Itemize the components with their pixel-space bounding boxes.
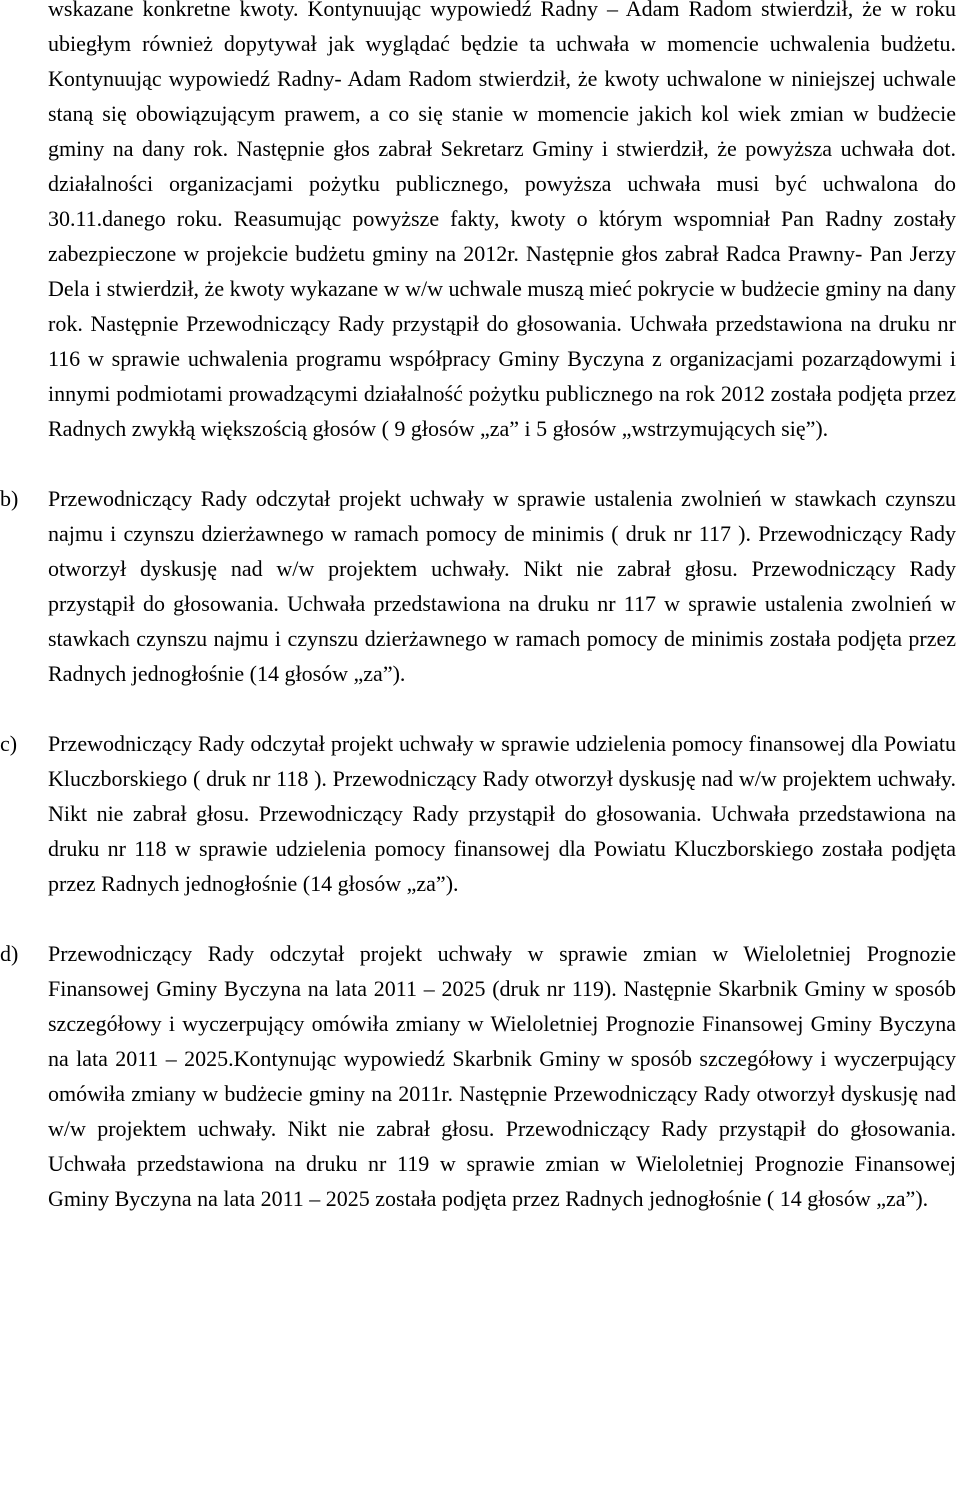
list-item-text: Przewodniczący Rady odczytał projekt uchwały w sprawie ustalenia zwolnień w stawkach czynszu najmu i czynszu dzierżawnego w ramach pomocy de minimis ( druk nr 117 ). Przewodniczący Rady otworzył dyskusję nad w/w projektem uchwały. Nikt nie zabrał głosu. Przewodniczący Rady przystąpił do głosowania. Uchwała przedstawiona na druku nr 117 w sprawie ustalenia zwolnień w stawkach czynszu najmu i czynszu dzierżawnego w ramach pomocy de minimis została podjęta przez Radnych jednogłośnie (14 głosów „za”). <box>48 486 956 686</box>
list-item-label: d) <box>0 941 19 966</box>
list-item-text: Przewodniczący Rady odczytał projekt uchwały w sprawie zmian w Wieloletniej Prognozie Finansowej Gminy Byczyna na lata 2011 – 2025 (druk nr 119). Następnie Skarbnik Gminy w sposób szczegółowy i wyczerpujący omówiła zmiany w Wieloletniej Prognozie Finansowej Gminy Byczyna na lata 2011 – 2025.Kontynując wypowiedź Skarbnik Gminy w sposób szczegółowy i wyczerpujący omówiła zmiany w budżecie gminy na 2011r. Następnie Przewodniczący Rady otworzył dyskusję nad w/w projektem uchwały. Nikt nie zabrał głosu. Przewodniczący Rady przystąpił do głosowania. Uchwała przedstawiona na druku nr 119 w sprawie zmian w Wieloletniej Prognozie Finansowej Gminy Byczyna na lata 2011 – 2025 została podjęta przez Radnych jednogłośnie ( 14 głosów „za”). <box>48 941 956 1211</box>
list-item-label: b) <box>0 486 19 511</box>
list-item-c <box>0 726 956 901</box>
intro-paragraph: wskazane konkretne kwoty. Kontynuując wypowiedź Radny – Adam Radom stwierdził, że w roku ubiegłym również dopytywał jak wyglądać będzie ta uchwała w momencie uchwalenia budżetu. Kontynuując wypowiedź Radny- Adam Radom stwierdził, że kwoty uchwalone w niniejszej uchwale staną się obowiązującym prawem, a co się stanie w momencie jakich kol wiek zmian w budżecie gminy na dany rok. Następnie głos zabrał Sekretarz Gminy i stwierdził, że powyższa uchwała dot. działalności organizacjami pożytku publicznego, powyższa uchwała musi być uchwalona do 30.11.danego roku. Reasumując powyższe fakty, kwoty o którym wspomniał Pan Radny zostały zabezpieczone w projekcie budżetu gminy na 2012r. Następnie głos zabrał Radca Prawny- Pan Jerzy Dela i stwierdził, że kwoty wykazane w w/w uchwale muszą mieć pokrycie w budżecie gminy na dany rok. Następnie Przewodniczący Rady przystąpił do głosowania. Uchwała przedstawiona na druku nr 116 w sprawie uchwalenia programu współpracy Gminy Byczyna z organizacjami pozarządowymi i innymi podmiotami prowadzącymi działalność pożytku publicznego na rok 2012 została podjęta przez Radnych zwykłą większością głosów ( 9 głosów „za” i 5 głosów „wstrzymujących się”). <box>48 0 956 441</box>
paragraph-gap <box>0 901 960 936</box>
paragraph-gap <box>0 691 960 726</box>
paragraph-gap <box>0 446 960 481</box>
list-item-label: c) <box>0 731 18 756</box>
list-item-d <box>0 936 956 1216</box>
list-item-b <box>0 481 956 691</box>
list-item-text: Przewodniczący Rady odczytał projekt uchwały w sprawie udzielenia pomocy finansowej dla Powiatu Kluczborskiego ( druk nr 118 ). Przewodniczący Rady otworzył dyskusję nad w/w projektem uchwały. Nikt nie zabrał głosu. Przewodniczący Rady przystąpił do głosowania. Uchwała przedstawiona na druku nr 118 w sprawie udzielenia pomocy finansowej dla Powiatu Kluczborskiego została podjęta przez Radnych jednogłośnie (14 głosów „za”). <box>48 731 956 896</box>
